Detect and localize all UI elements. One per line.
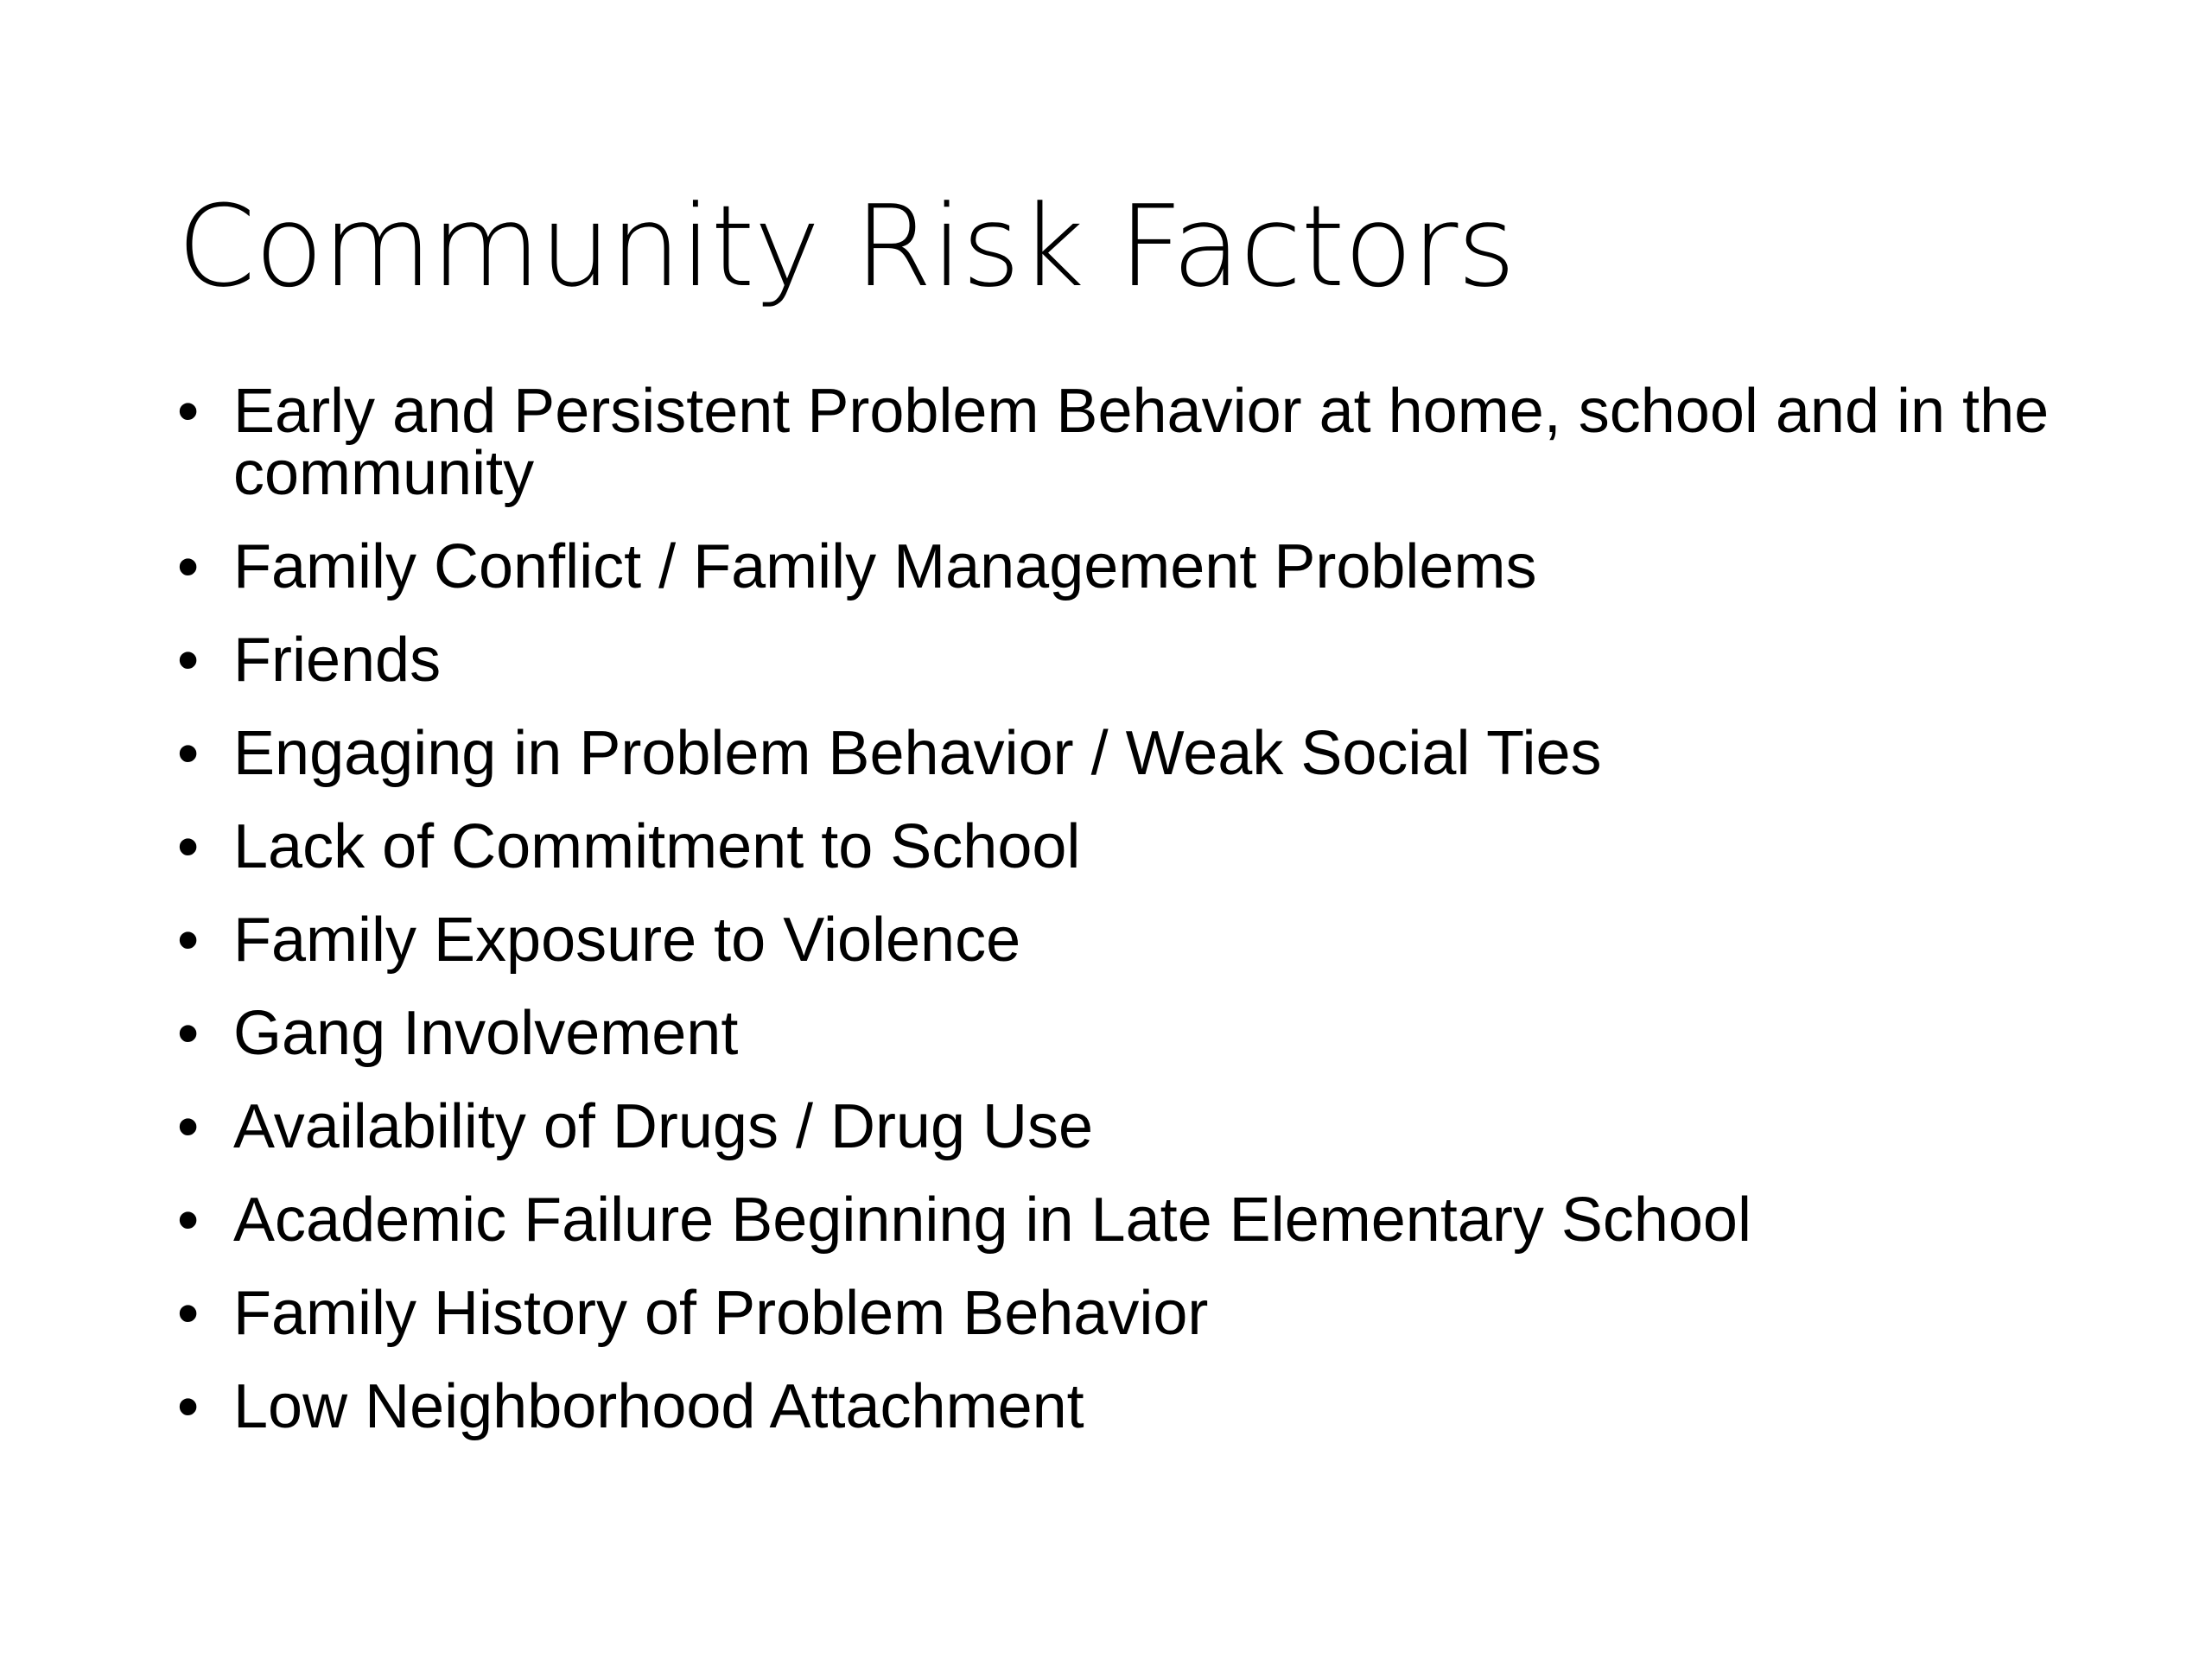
bullet-list: [177, 377, 2069, 1469]
bullet-dot-icon: •: [177, 377, 200, 446]
bullet-item: [177, 377, 2069, 508]
bullet-dot-icon: •: [177, 812, 200, 881]
bullet-dot-icon: •: [177, 1372, 200, 1441]
bullet-text: Engaging in Problem Behavior / Weak Social Ties: [233, 719, 1602, 788]
bullet-item: [177, 1092, 2069, 1161]
bullet-item: [177, 812, 2069, 881]
bullet-dot-icon: •: [177, 719, 200, 788]
bullet-dot-icon: •: [177, 1092, 200, 1161]
bullet-dot-icon: •: [177, 532, 200, 601]
bullet-text: Family Conflict / Family Management Problems: [233, 532, 1537, 601]
bullet-dot-icon: •: [177, 906, 200, 975]
bullet-item: [177, 1372, 2069, 1441]
bullet-text: Family Exposure to Violence: [233, 906, 1021, 975]
bullet-item: [177, 999, 2069, 1068]
bullet-item: [177, 906, 2069, 975]
slide-title: Community Risk Factors: [177, 181, 1516, 312]
bullet-dot-icon: •: [177, 999, 200, 1068]
bullet-dot-icon: •: [177, 626, 200, 695]
bullet-text: Availability of Drugs / Drug Use: [233, 1092, 1094, 1161]
bullet-text: Academic Failure Beginning in Late Elementary School: [233, 1185, 1751, 1255]
bullet-text: Lack of Commitment to School: [233, 812, 1081, 881]
bullet-item: [177, 1279, 2069, 1348]
bullet-text: Family History of Problem Behavior: [233, 1279, 1209, 1348]
bullet-text: Early and Persistent Problem Behavior at home, school and in the community: [233, 377, 2050, 508]
bullet-dot-icon: •: [177, 1185, 200, 1255]
bullet-dot-icon: •: [177, 1279, 200, 1348]
bullet-text: Gang Involvement: [233, 999, 739, 1068]
bullet-item: [177, 1185, 2069, 1255]
bullet-text: Friends: [233, 626, 442, 695]
bullet-item: [177, 719, 2069, 788]
bullet-item: [177, 532, 2069, 601]
bullet-item: [177, 626, 2069, 695]
bullet-text: Low Neighborhood Attachment: [233, 1372, 1084, 1441]
